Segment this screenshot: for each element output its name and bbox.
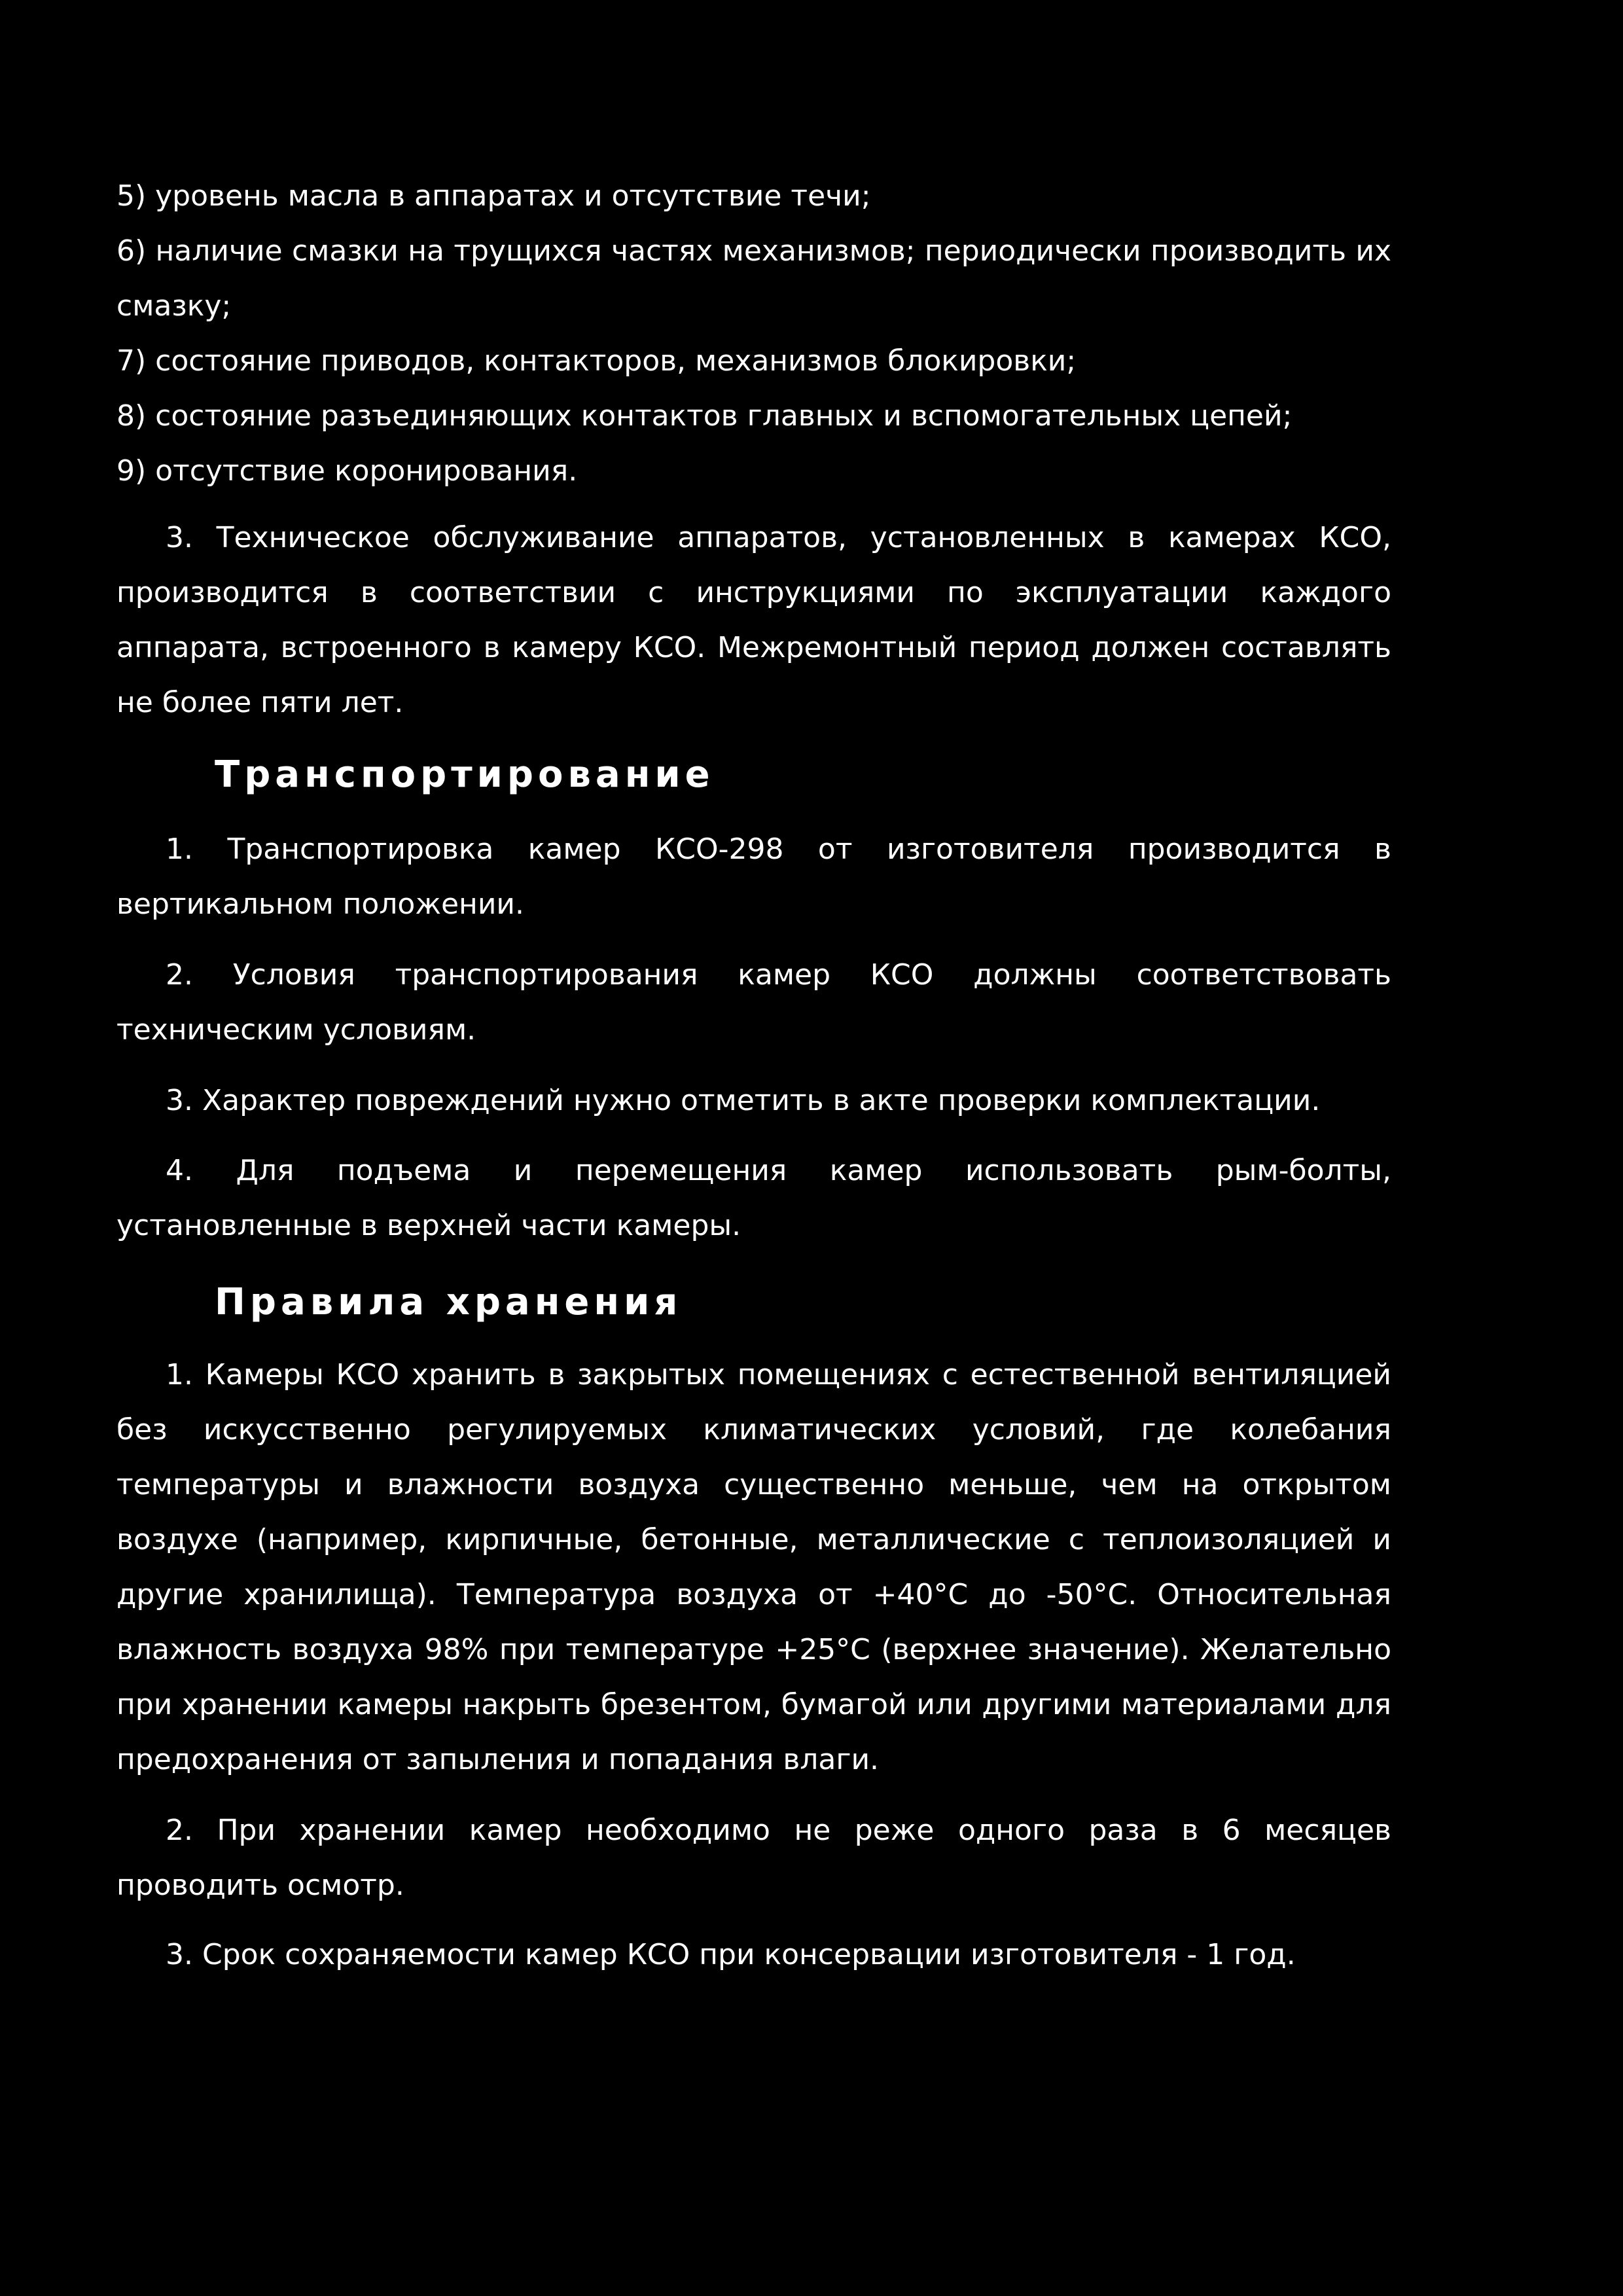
transport-item-4 <box>116 1143 1391 1253</box>
list-item: 5) уровень масла в аппаратах и отсутствие течи; <box>116 179 871 213</box>
transport-paragraph: 3. Характер повреждений нужно отметить в акте проверки комплектации. <box>166 1084 1321 1117</box>
storage-paragraph: 1. Камеры КСО хранить в закрытых помещениях с естественной вентиляцией без искусственно регулируемых климатических условий, где колебания температуры и влажности воздуха существенно меньше, чем на открытом воздухе (например, кирпичные, бетонные, металлические с теплоизоляцией и другие хранилища). Температура воздуха от +40°С до -50°С. Относительная влажность воздуха 98% при температуре +25°С (верхнее значение). Желательно при хранении камеры накрыть брезентом, бумагой или другими материалами для предохранения от запыления и попадания влаги. <box>116 1358 1391 1776</box>
storage-item-1 <box>116 1348 1391 1787</box>
maintenance-section <box>116 511 1391 730</box>
storage-section <box>116 1275 1391 1330</box>
storage-paragraph: 3. Срок сохраняемости камер КСО при консервации изготовителя - 1 год. <box>166 1938 1296 1971</box>
transport-paragraph: 4. Для подъема и перемещения камер использовать рым-болты, установленные в верхней части камеры. <box>116 1154 1391 1242</box>
transport-paragraph: 2. Условия транспортирования камер КСО должны соответствовать техническим условиям. <box>116 958 1391 1047</box>
maintenance-paragraph: 3. Техническое обслуживание аппаратов, установленных в камерах КСО, производится в соответствии с инструкциями по эксплуатации каждого аппарата, встроенного в камеру КСО. Межремонтный период должен составлять не более пяти лет. <box>116 521 1391 719</box>
transport-section <box>116 747 1391 802</box>
storage-item-2 <box>116 1803 1391 1913</box>
list-item: 9) отсутствие коронирования. <box>116 454 578 488</box>
storage-heading: Правила хранения <box>215 1281 683 1323</box>
list-item: 6) наличие смазки на трущихся частях механизмов; периодически производить их смазку; <box>116 234 1391 323</box>
transport-item-1 <box>116 822 1391 932</box>
transport-heading: Транспортирование <box>215 753 715 796</box>
list-item: 8) состояние разъединяющих контактов главных и вспомогательных цепей; <box>116 399 1293 433</box>
list-item: 7) состояние приводов, контакторов, механизмов блокировки; <box>116 344 1077 378</box>
storage-paragraph: 2. При хранении камер необходимо не реже одного раза в 6 месяцев проводить осмотр. <box>116 1814 1391 1902</box>
transport-paragraph: 1. Транспортировка камер КСО-298 от изготовителя производится в вертикальном положении. <box>116 833 1391 921</box>
transport-item-2 <box>116 948 1391 1058</box>
checklist <box>116 169 1391 499</box>
transport-item-3 <box>116 1073 1391 1128</box>
storage-item-3 <box>116 1928 1391 1982</box>
